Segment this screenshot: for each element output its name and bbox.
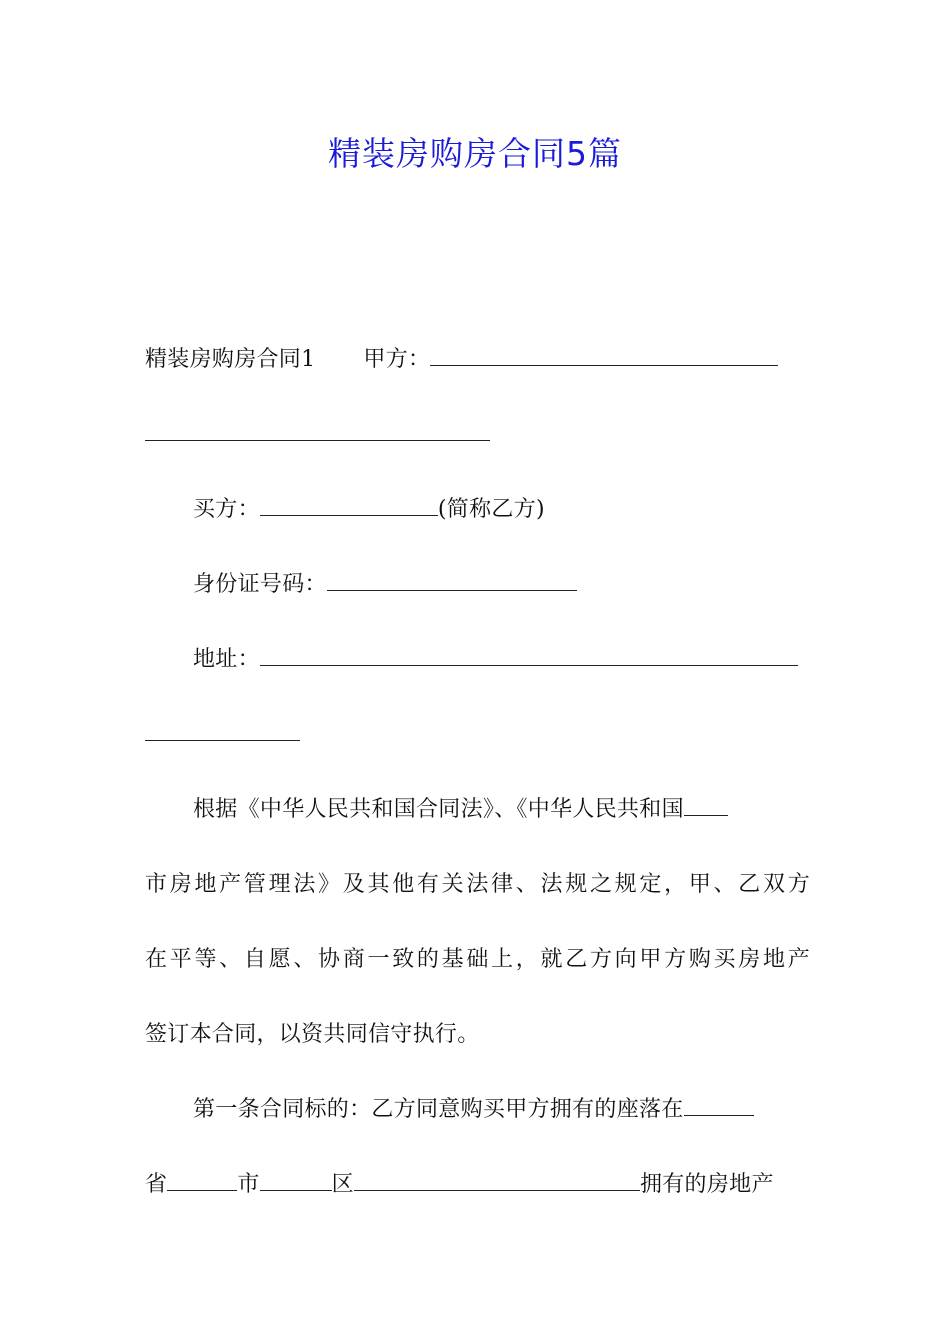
id-number-blank — [327, 572, 577, 591]
party-a-continuation — [145, 420, 810, 450]
article1-text-1: 第一条合同标的：乙方同意购买甲方拥有的座落在 — [193, 1097, 684, 1122]
buyer-line — [193, 495, 810, 525]
city-blank — [684, 797, 728, 816]
province-blank — [167, 1172, 237, 1191]
address-continuation — [145, 720, 810, 750]
party-a-blank-2 — [145, 422, 490, 441]
preamble-line-3: 在平等、自愿、协商一致的基础上，就乙方向甲方购买房地产 — [145, 947, 810, 972]
preamble-line-4: 签订本合同，以资共同信守执行。 — [145, 1022, 480, 1047]
district-label: 区 — [331, 1172, 354, 1197]
article1-tail: 拥有的房地产 — [639, 1172, 774, 1197]
district-blank — [354, 1172, 640, 1191]
preamble-text-1: 根据《中华人民共和国合同法》、《中华人民共和国 — [193, 797, 684, 822]
article1-line-2 — [145, 1170, 810, 1200]
city-label: 市 — [237, 1172, 260, 1197]
location-blank — [684, 1097, 754, 1116]
province-label: 省 — [145, 1172, 168, 1197]
buyer-label: 买方： — [193, 497, 260, 522]
buyer-suffix: (简称乙方) — [437, 497, 545, 522]
address-label: 地址： — [193, 647, 260, 672]
id-number-line — [193, 570, 810, 600]
party-a-label: 甲方： — [363, 347, 431, 372]
contract-heading: 精装房购房合同1 — [145, 347, 316, 372]
preamble-line-2: 市房地产管理法》及其他有关法律、法规之规定，甲、乙双方 — [145, 872, 810, 897]
address-blank — [260, 647, 798, 666]
party-a-blank — [430, 347, 778, 366]
address-line — [193, 645, 810, 675]
address-blank-2 — [145, 722, 300, 741]
city-name-blank — [260, 1172, 332, 1191]
article1-line-1 — [193, 1095, 810, 1125]
intro-line — [145, 345, 810, 375]
buyer-blank — [260, 497, 438, 516]
preamble-line-1 — [193, 795, 810, 825]
document-title: 精装房购房合同5篇 — [328, 134, 622, 173]
id-number-label: 身份证号码： — [193, 572, 327, 597]
